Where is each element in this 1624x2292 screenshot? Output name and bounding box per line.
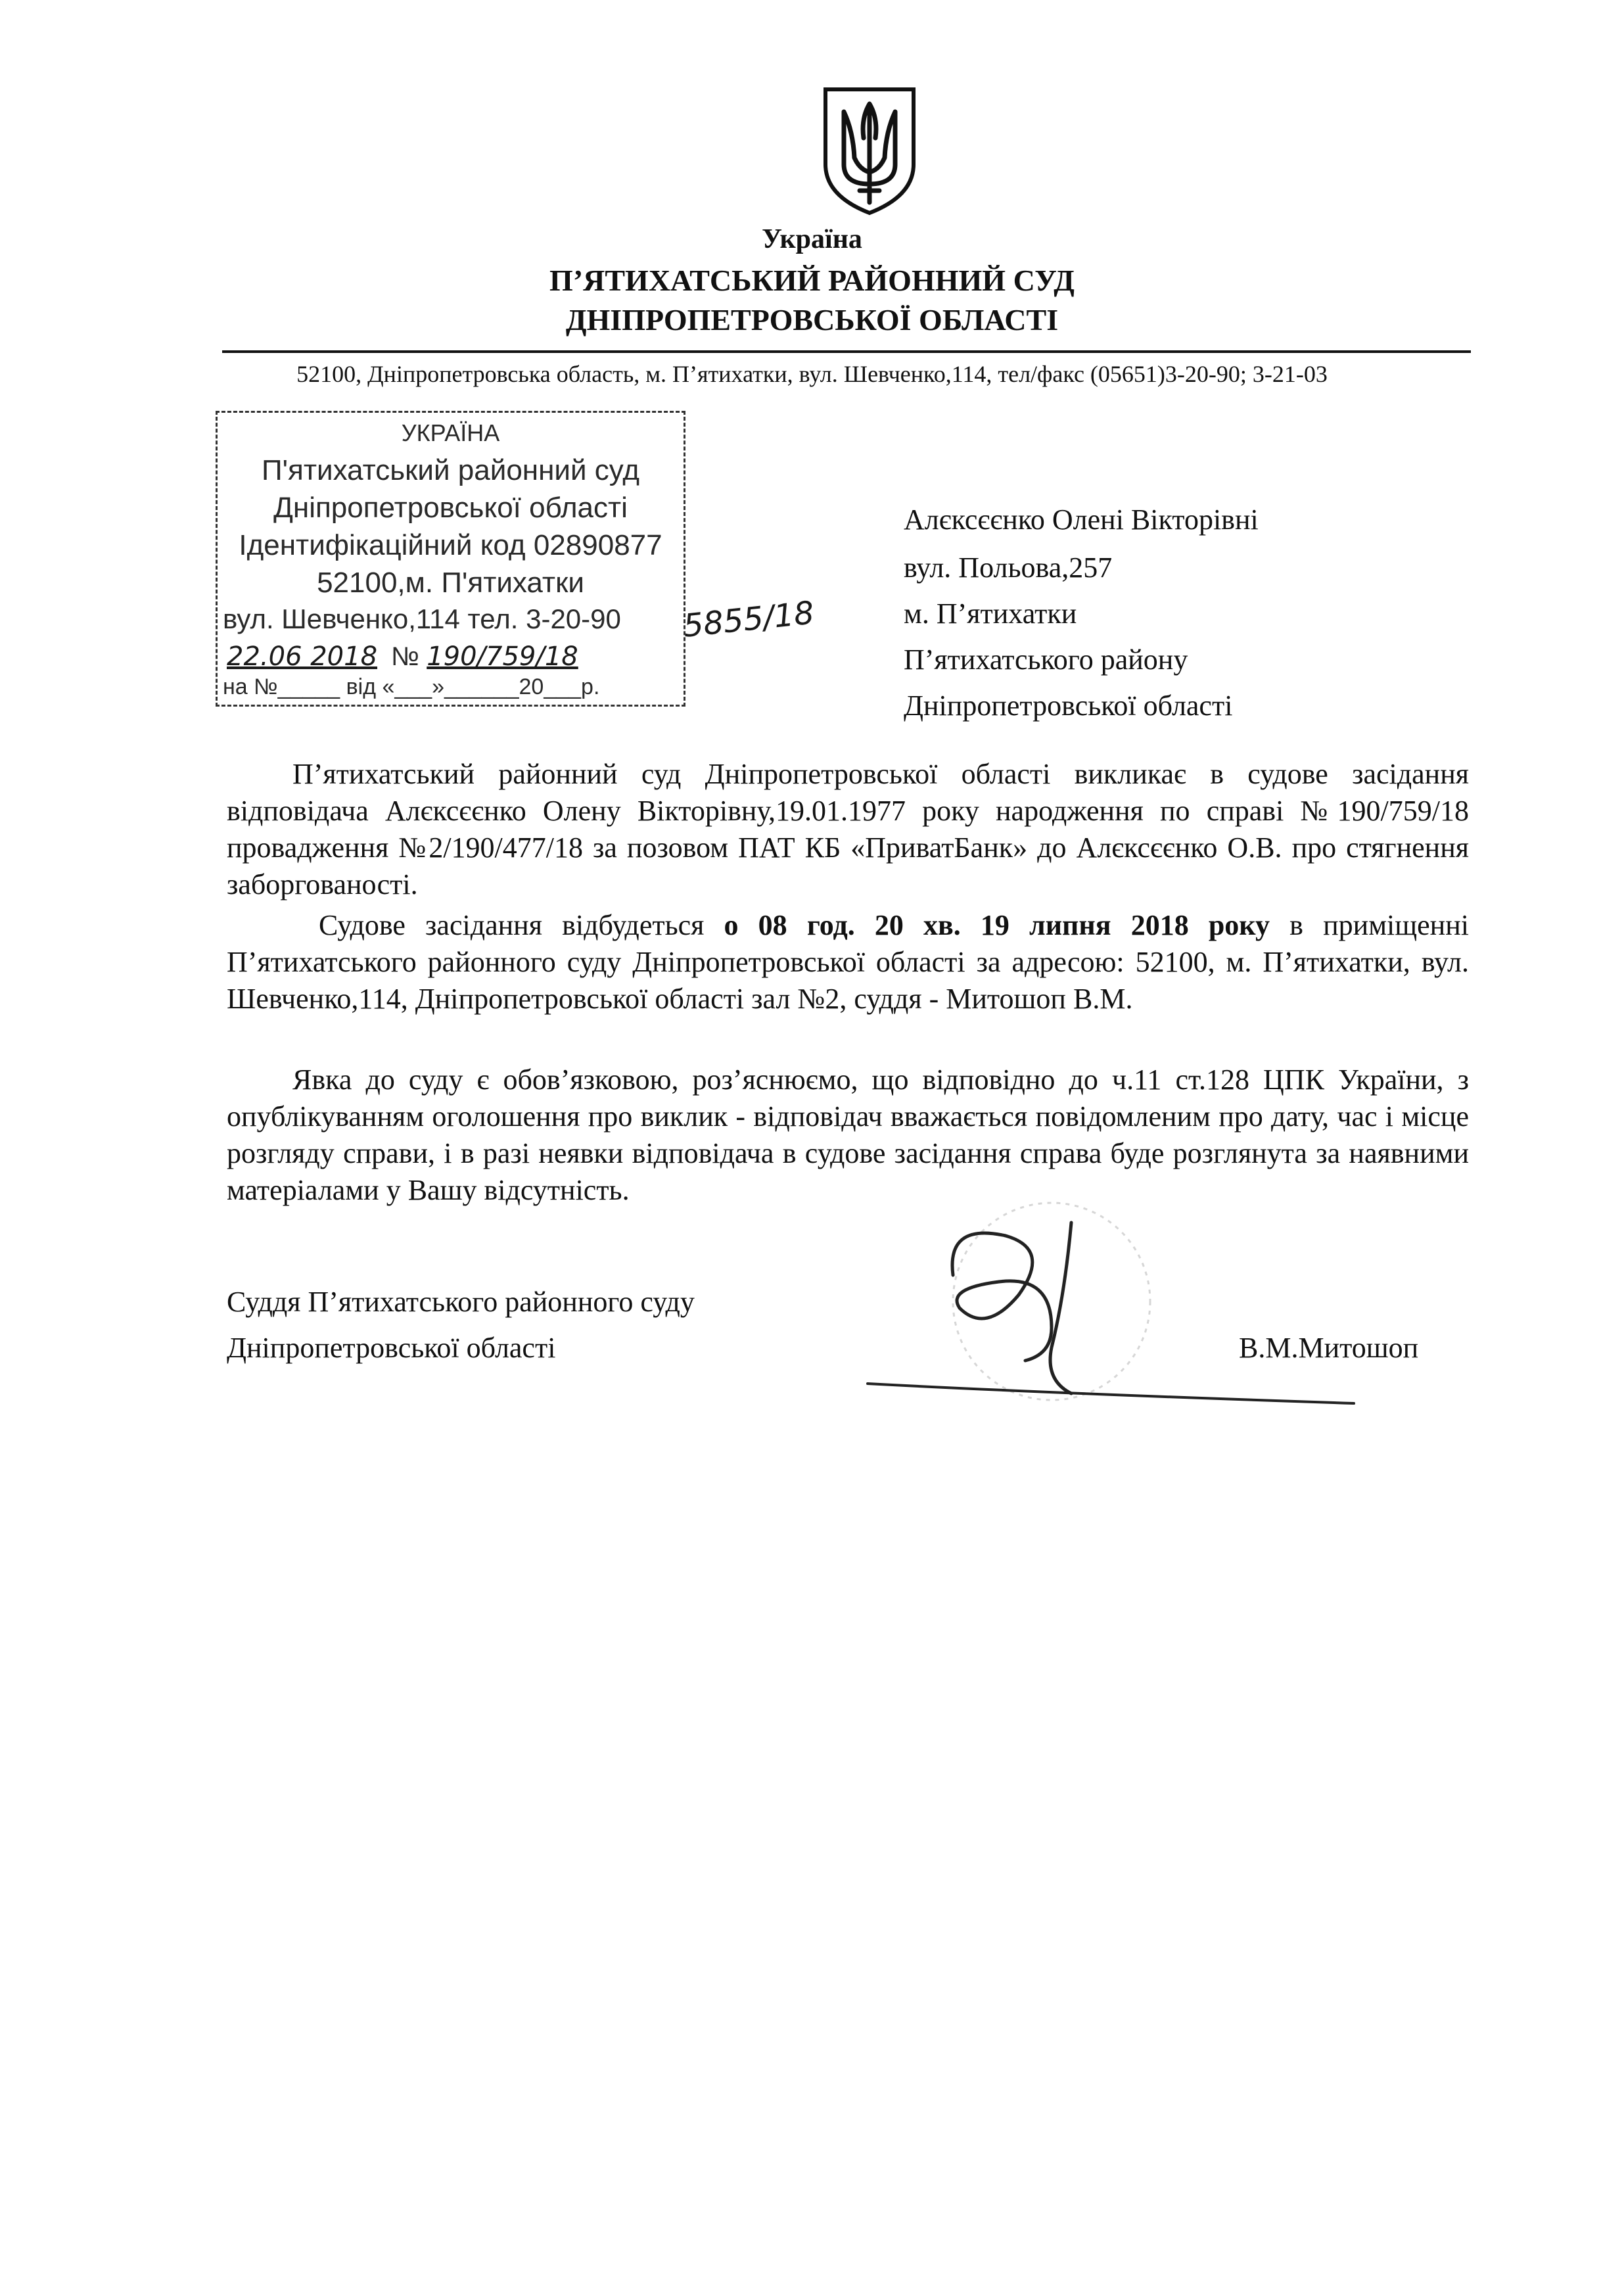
recipient-region: Дніпропетровської області xyxy=(904,690,1233,722)
stamp-line-reply-ref: на №_____ від «___»______20___р. xyxy=(223,674,600,699)
hearing-text-after: в приміщенні П’ятихатського районного суду Дніпропетровської області за адресою: 52100, м. П’ятихатки, вул. Шевченко,114, Дніпропетровської області зал №2, суддя - Митошоп В.М. xyxy=(227,909,1469,1015)
hearing-text-before: Судове засідання відбудеться xyxy=(319,909,724,941)
recipient-city: м. П’ятихатки xyxy=(904,597,1077,630)
stamp-line-date-number xyxy=(227,642,680,673)
coat-of-arms-icon xyxy=(820,85,919,217)
stamp-line-country: УКРАЇНА xyxy=(401,419,500,446)
hearing-datetime: о 08 год. 20 хв. 19 липня 2018 року xyxy=(724,909,1270,941)
court-name-line2: ДНІПРОПЕТРОВСЬКОЇ ОБЛАСТІ xyxy=(565,303,1059,337)
country-name: Україна xyxy=(762,224,862,254)
outgoing-number-handwritten: 5855/18 xyxy=(682,594,816,645)
stamp-case-number: 190/759/18 xyxy=(427,642,578,672)
recipient-district: П’ятихатського району xyxy=(904,643,1188,676)
stamp-line-street: вул. Шевченко,114 тел. 3-20-90 xyxy=(223,603,621,634)
body-paragraph-summons: П’ятихатський районний суд Дніпропетровської області викликає в судове засідання відповідача Алєксєєнко Олену Вікторівну,19.01.1977 року народження по справі №190/759/18 провадження №2/190/477/18 за позовом ПАТ КБ «ПриватБанк» до Алєксєєнко О.В. про стягнення заборгованості. xyxy=(227,758,1469,900)
stamp-line-court: П'ятихатський районний суд xyxy=(262,454,639,486)
header-rule xyxy=(222,350,1471,353)
body-paragraph-attendance: Явка до суду є обов’язковою, роз’яснюємо, що відповідно до ч.11 ст.128 ЦПК України, з опублікуванням оголошення про виклик - відповідач вважається повідомленим про дату, час і місце розгляду справи, і в разі неявки відповідача в судове засідання справа буде розглянута за наявними матеріалами у Вашу відсутність. xyxy=(227,1064,1469,1206)
court-name-line1: П’ЯТИХАТСЬКИЙ РАЙОННИЙ СУД xyxy=(549,264,1075,297)
stamp-date: 22.06 2018 xyxy=(227,642,378,672)
judge-title-line1: Суддя П’ятихатського районного суду xyxy=(227,1286,695,1318)
judge-title-line2: Дніпропетровської області xyxy=(227,1332,556,1364)
stamp-number-label: № xyxy=(391,642,420,671)
stamp-line-postcode: 52100,м. П'ятихатки xyxy=(317,567,584,599)
stamp-line-region: Дніпропетровської області xyxy=(273,492,628,524)
recipient-street: вул. Польова,257 xyxy=(904,551,1113,584)
court-address: 52100, Дніпропетровська область, м. П’ятихатки, вул. Шевченко,114, тел/факс (05651)3-20-90; 3-21-03 xyxy=(296,361,1328,387)
recipient-name: Алєксєєнко Олені Вікторівні xyxy=(904,503,1259,536)
registration-stamp xyxy=(216,411,685,707)
judge-name: В.М.Митошоп xyxy=(1239,1332,1419,1364)
stamp-line-id-code: Ідентифікаційний код 02890877 xyxy=(239,529,662,561)
body-paragraph-hearing xyxy=(227,907,1469,1017)
